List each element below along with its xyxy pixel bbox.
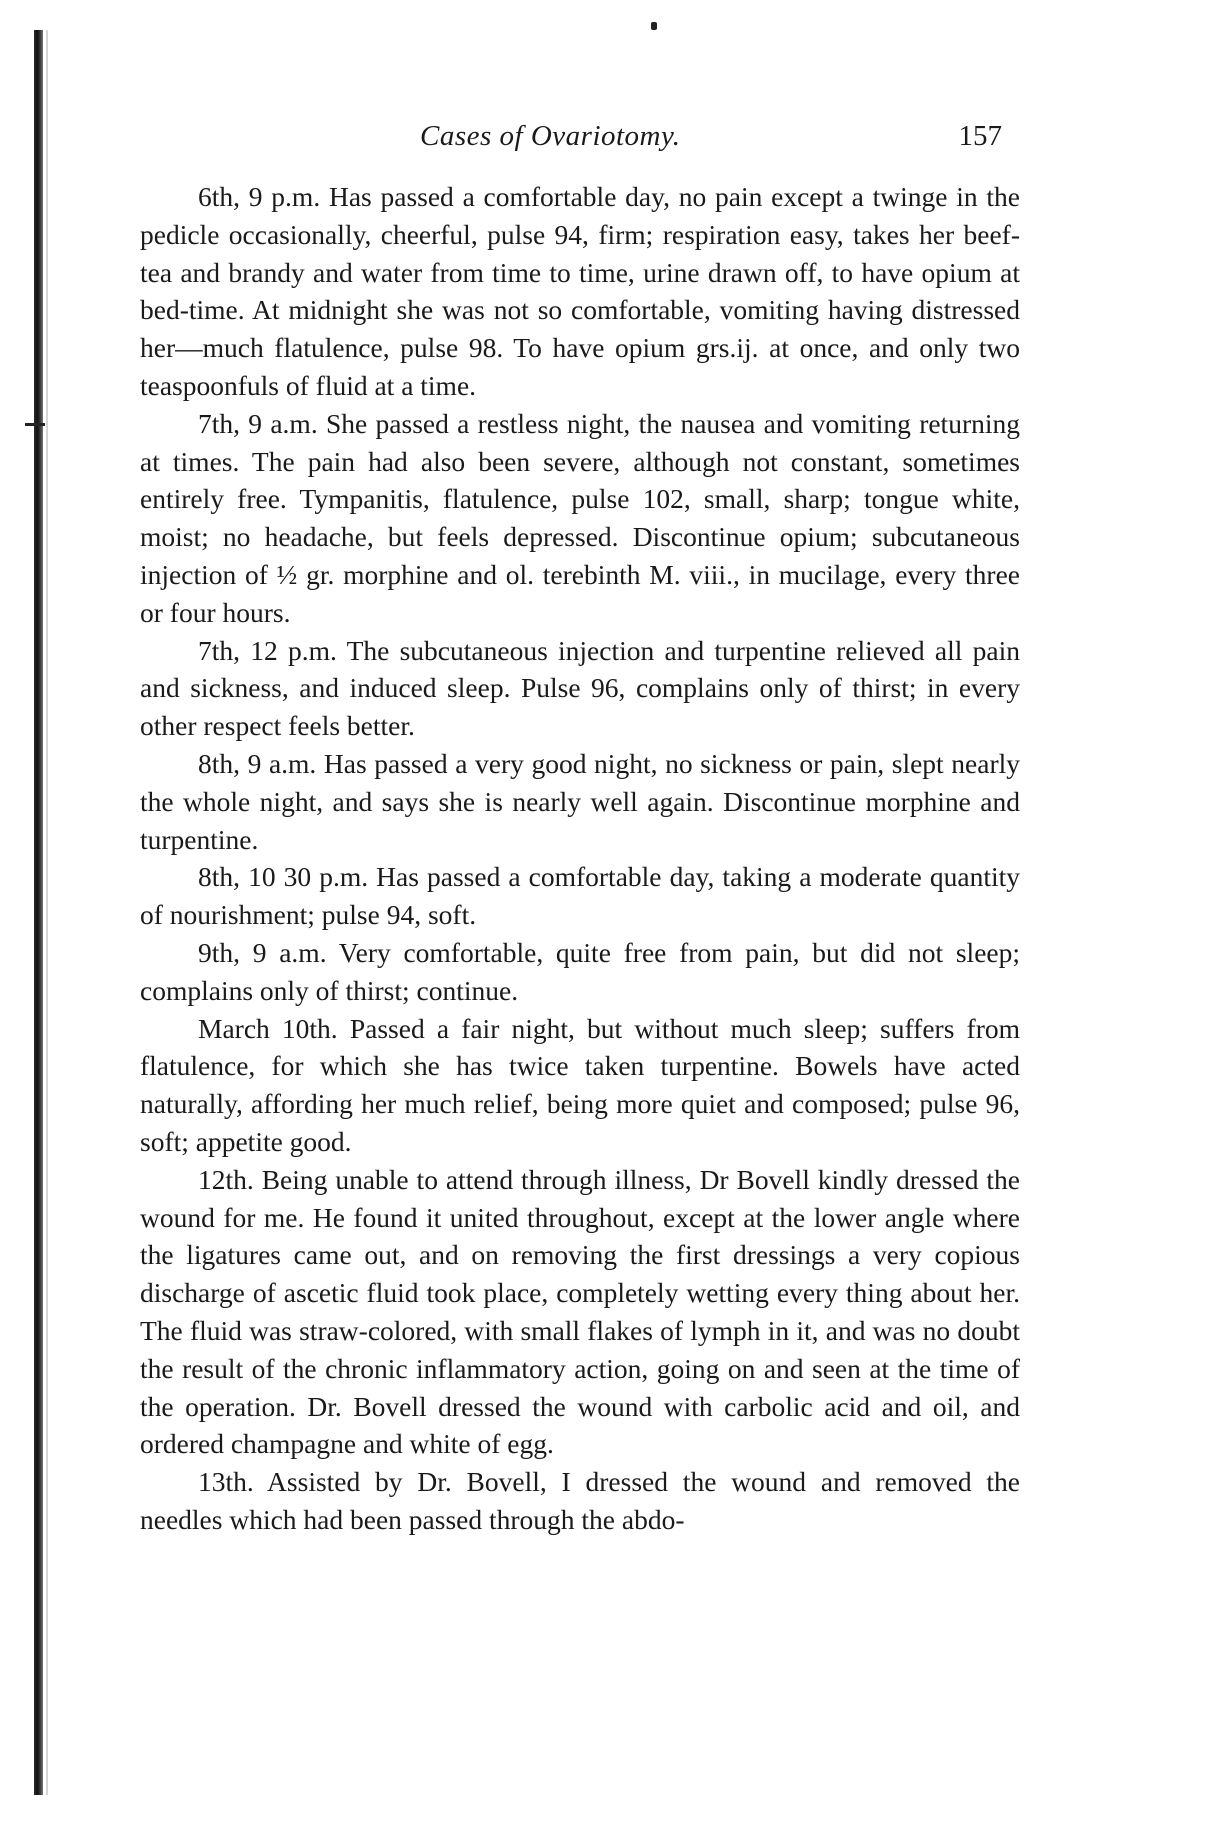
case-entry-12th: 12th. Being unable to attend through illness, Dr Bovell kindly dressed the wound for me. He found it united throughout, except at the lower angle where the ligatures came out, and on removing the first dressings a very copious discharge of ascetic fluid took place, completely wetting every thing about her. The fluid was straw-colored, with small flakes of lymph in it, and was no doubt the result of the chronic inflammatory action, going on and seen at the time of the operation. Dr. Bovell dressed the wound with carbolic acid and oil, and ordered champagne and white of egg. — [140, 1163, 1020, 1460]
case-entry-13th: 13th. Assisted by Dr. Bovell, I dressed the wound and removed the needles which had been passed through the abdo- — [140, 1466, 1020, 1535]
running-title: Cases of Ovariotomy. — [420, 120, 681, 152]
binding-mark — [25, 423, 45, 426]
page-body — [140, 178, 1020, 1539]
case-entry-6th-9pm: 6th, 9 p.m. Has passed a comfortable day, no pain except a twinge in the pedicle occasionally, cheerful, pulse 94, firm; respiration easy, takes her beef-tea and brandy and water from time to time, urine drawn off, to have opium at bed-time. At midnight she was not so comfortable, vomiting having distressed her—much flatulence, pulse 98. To have opium grs.ij. at once, and only two teaspoonfuls of fluid at a time. — [140, 181, 1020, 401]
case-entry-7th-12pm: 7th, 12 p.m. The subcutaneous injection and turpentine relieved all pain and sickness, and induced sleep. Pulse 96, complains only of thirst; in every other respect feels better. — [140, 634, 1020, 742]
case-entry-8th-9am: 8th, 9 a.m. Has passed a very good night, no sickness or pain, slept nearly the whole night, and says she is nearly well again. Discontinue morphine and turpentine. — [140, 747, 1020, 855]
page-header — [140, 120, 1020, 160]
ink-speck — [651, 22, 657, 30]
page-binding-edge — [34, 30, 43, 1795]
case-entry-march-10th: March 10th. Passed a fair night, but without much sleep; suffers from flatulence, for which she has twice taken turpentine. Bowels have acted naturally, affording her much relief, being more quiet and composed; pulse 96, soft; appetite good. — [140, 1012, 1020, 1157]
case-entry-9th-9am: 9th, 9 a.m. Very comfortable, quite free from pain, but did not sleep; complains only of thirst; continue. — [140, 936, 1020, 1006]
case-entry-7th-9am: 7th, 9 a.m. She passed a restless night, the nausea and vomiting returning at times. The pain had also been severe, although not constant, sometimes entirely free. Tympanitis, flatulence, pulse 102, small, sharp; tongue white, moist; no headache, but feels depressed. Discontinue opium; subcutaneous injection of ½ gr. morphine and ol. terebinth M. viii., in mucilage, every three or four hours. — [140, 407, 1020, 628]
case-entry-8th-1030pm: 8th, 10 30 p.m. Has passed a comfortable day, taking a moderate quantity of nourishment; pulse 94, soft. — [140, 861, 1020, 931]
page-number: 157 — [958, 120, 1002, 152]
